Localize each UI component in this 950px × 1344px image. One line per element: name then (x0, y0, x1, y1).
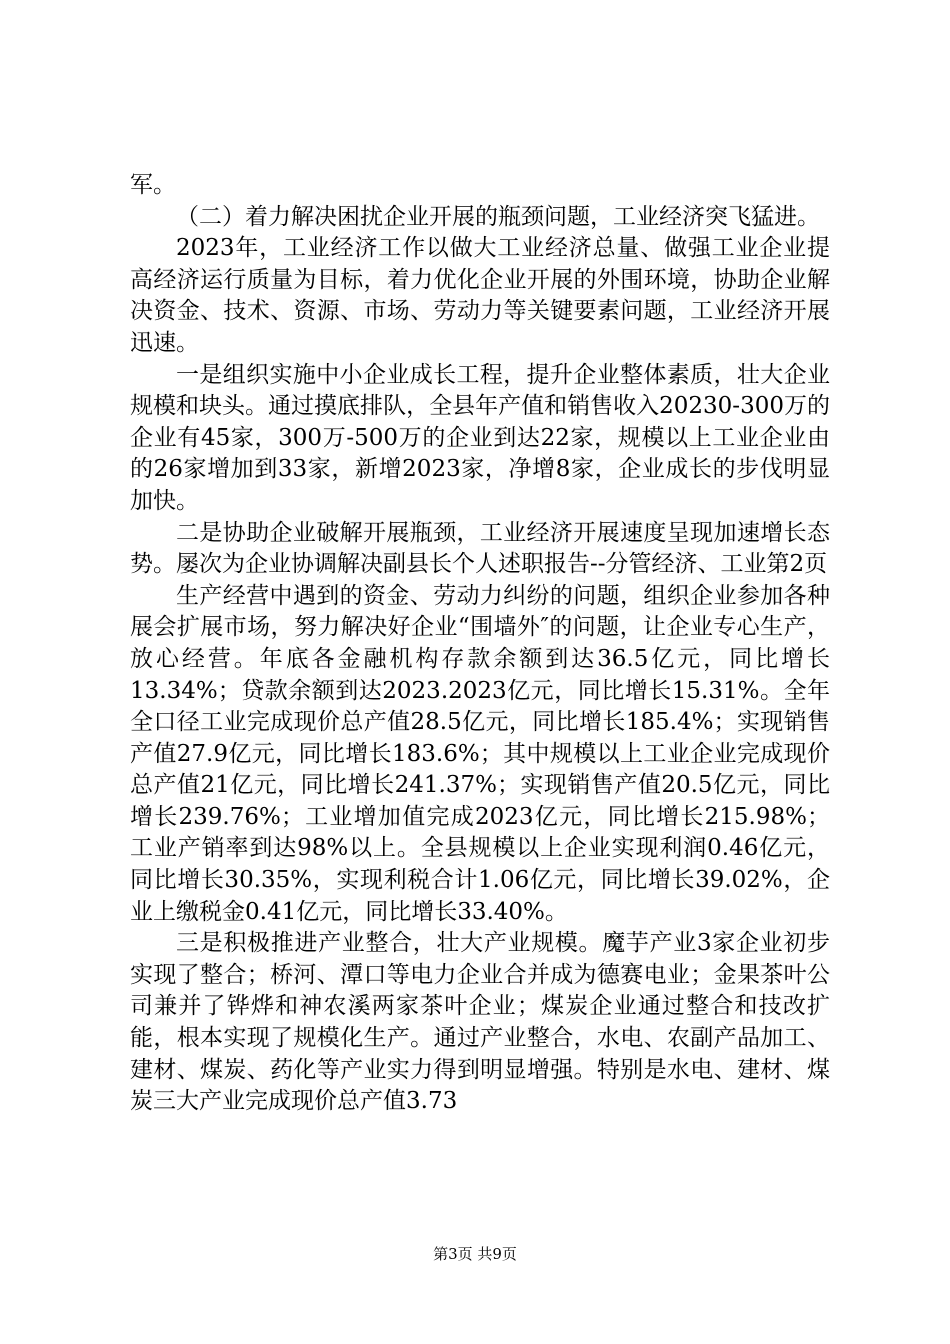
page-footer: 第3页 共9页 (433, 1245, 517, 1263)
paragraph: 生产经营中遇到的资金、劳动力纠纷的问题，组织企业参加各种展会扩展市场，努力解决好企业“围墙外″的问题，让企业专心生产，放心经营。年底各金融机构存款余额到达36.5亿元，同比增长13.34%；贷款余额到达2023.2023亿元，同比增长15.31%。全年全口径工业完成现价总产值28.5亿元，同比增长185.4%；实现销售产值27.9亿元，同比增长183.6%；其中规模以上工业企业完成现价总产值21亿元，同比增长241.37%；实现销售产值20.5亿元，同比增长239.76%；工业增加值完成2023亿元，同比增长215.98%；工业产销率到达98%以上。全县规模以上企业实现利润0.46亿元，同比增长30.35%，实现利税合计1.06亿元，同比增长39.02%，企业上缴税金0.41亿元，同比增长33.40%。 (130, 582, 830, 925)
document-body (130, 170, 830, 1118)
paragraph: 三是积极推进产业整合，壮大产业规模。魔芋产业3家企业初步实现了整合；桥河、潭口等电力企业合并成为德赛电业；金果茶叶公司兼并了铧烨和神农溪两家茶叶企业；煤炭企业通过整合和技改扩能，根本实现了规模化生产。通过产业整合，水电、农副产品加工、建材、煤炭、药化等产业实力得到明显增强。特别是水电、建材、煤炭三大产业完成现价总产值3.73 (130, 930, 830, 1115)
paragraph: 二是协助企业破解开展瓶颈，工业经济开展速度呈现加速增长态势。屡次为企业协调解决副县长个人述职报告--分管经济、工业第2页 (130, 519, 830, 578)
paragraph: 一是组织实施中小企业成长工程，提升企业整体素质，壮大企业规模和块头。通过摸底排队，全县年产值和销售收入20230-300万的企业有45家，300万-500万的企业到达22家，规模以上工业企业由的26家增加到33家，新增2023家，净增8家，企业成长的步伐明显加快。 (130, 361, 830, 514)
section-heading: （二）着力解决困扰企业开展的瓶颈问题，工业经济突飞猛进。 (176, 203, 820, 230)
paragraph-continuation: 军。 (130, 172, 176, 198)
paragraph: 2023年，工业经济工作以做大工业经济总量、做强工业企业提高经济运行质量为目标，着力优化企业开展的外围环境，协助企业解决资金、技术、资源、市场、劳动力等关键要素问题，工业经济开展迅速。 (130, 235, 830, 356)
